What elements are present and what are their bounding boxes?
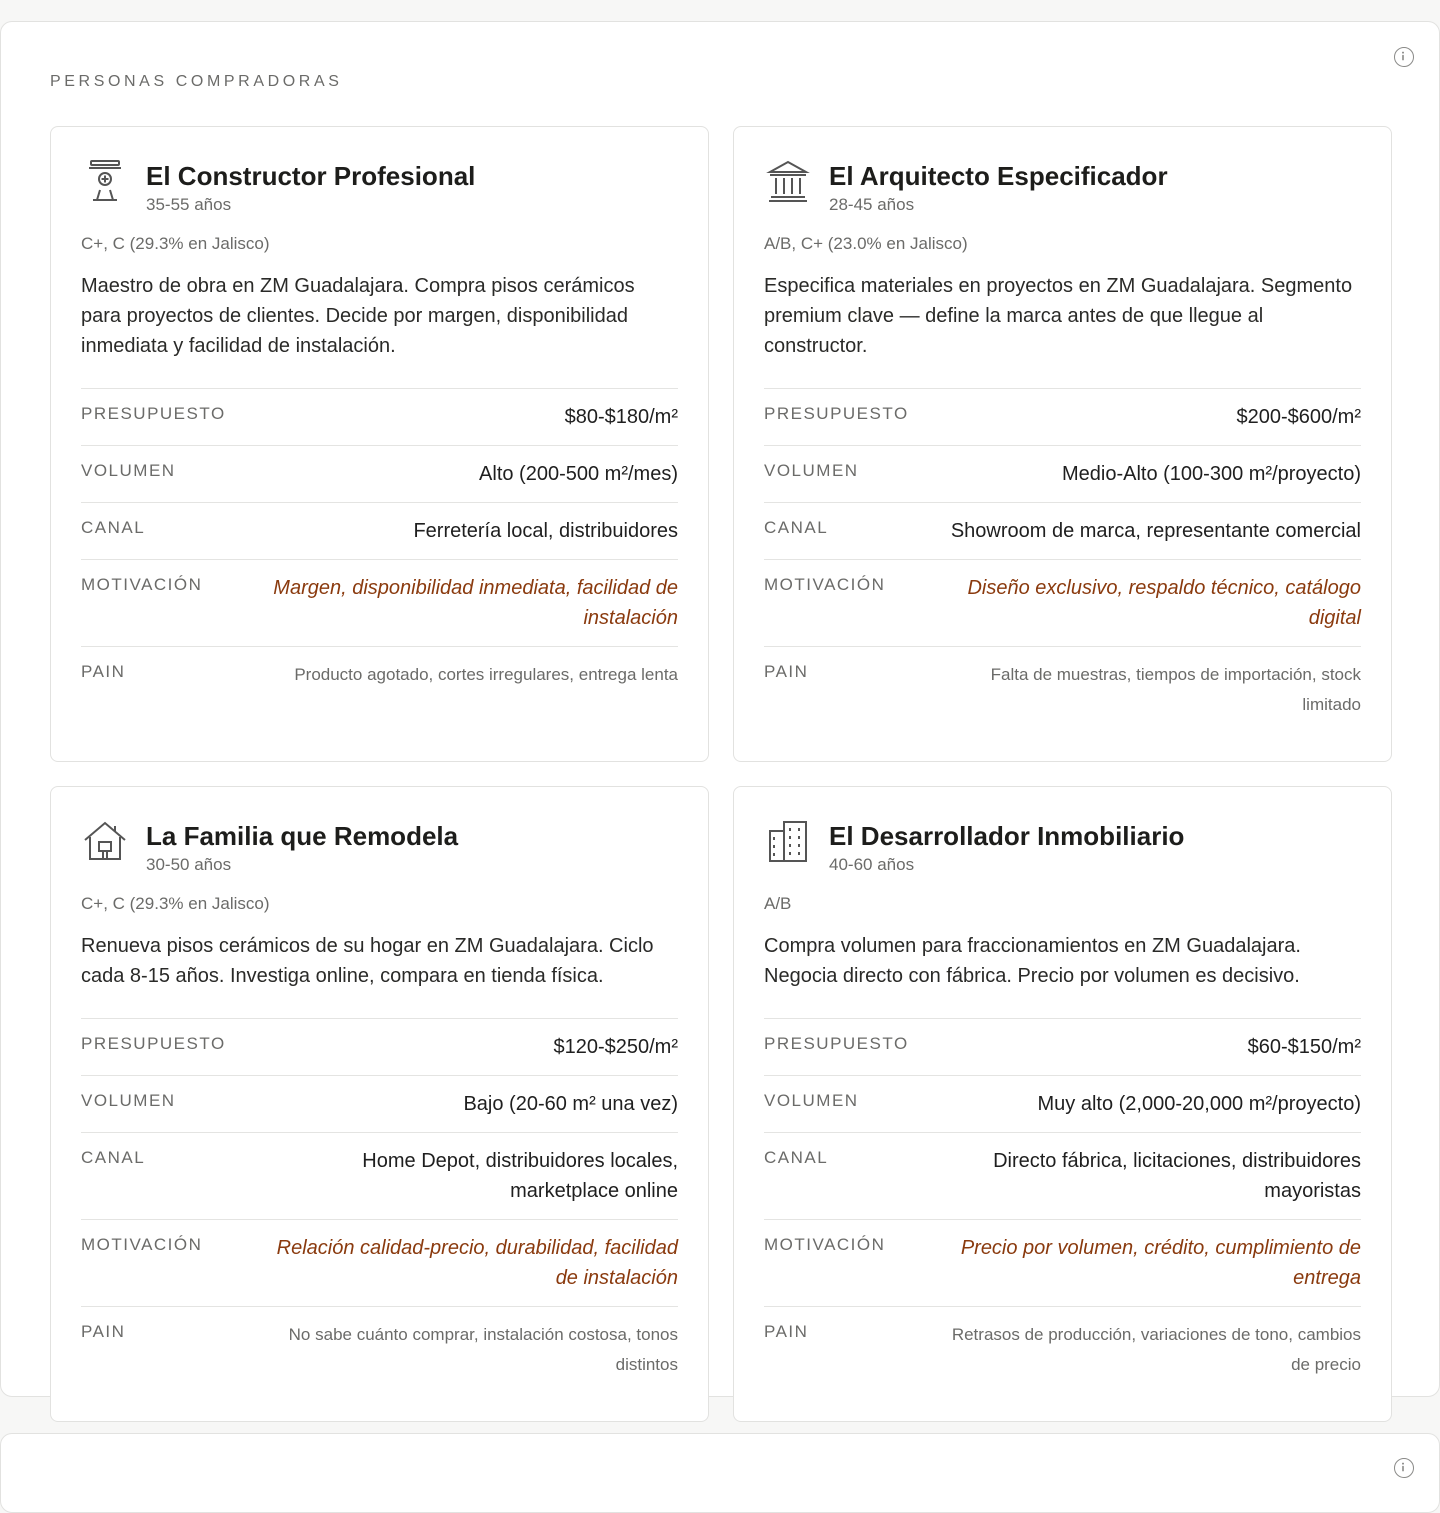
persona-description: Compra volumen para fraccionamientos en ZM Guadalajara. Negocia directo con fábrica. Precio por volumen es decisivo. [764, 935, 1301, 987]
persona-card-arquitecto [733, 126, 1392, 762]
row-volumen [81, 1075, 678, 1132]
row-value: Falta de muestras, tiempos de importación, stock limitado [990, 665, 1361, 714]
row-canal [81, 502, 678, 559]
row-volumen [764, 445, 1361, 502]
row-label: MOTIVACIÓN [764, 1235, 886, 1254]
row-volumen [81, 445, 678, 502]
row-label: MOTIVACIÓN [81, 575, 203, 594]
persona-age: 30-50 años [146, 855, 232, 874]
row-label: VOLUMEN [81, 461, 176, 480]
row-value: Showroom de marca, representante comercial [950, 520, 1361, 542]
row-presupuesto [81, 1018, 678, 1075]
row-value: $60-$150/m² [1247, 1036, 1361, 1058]
row-label: MOTIVACIÓN [764, 575, 886, 594]
row-value: Bajo (20-60 m² una vez) [463, 1093, 678, 1115]
row-value: Retrasos de producción, variaciones de tono, cambios de precio [951, 1325, 1361, 1374]
persona-age: 28-45 años [829, 195, 915, 214]
row-value: Margen, disponibilidad inmediata, facilidad de instalación [273, 577, 678, 629]
row-pain [81, 646, 678, 703]
row-label: MOTIVACIÓN [81, 1235, 203, 1254]
row-label: PAIN [764, 1322, 809, 1341]
persona-age: 40-60 años [829, 855, 915, 874]
row-value: Diseño exclusivo, respaldo técnico, catálogo digital [967, 577, 1361, 629]
house-icon [81, 817, 129, 865]
row-volumen [764, 1075, 1361, 1132]
persona-card-familia [50, 786, 709, 1422]
persona-description: Especifica materiales en proyectos en ZM Guadalajara. Segmento premium clave — define la marca antes de que llegue al constructor. [764, 275, 1353, 357]
persona-age: 35-55 años [146, 195, 232, 214]
constructor-icon [81, 157, 129, 205]
row-pain [764, 1306, 1361, 1393]
row-value: Home Depot, distribuidores locales, marketplace online [362, 1150, 678, 1202]
info-icon[interactable] [1394, 1458, 1414, 1478]
row-value: Alto (200-500 m²/mes) [479, 463, 678, 485]
row-label: PAIN [81, 662, 126, 681]
row-label: CANAL [764, 518, 829, 537]
row-value: Ferretería local, distribuidores [413, 520, 678, 542]
persona-name: El Desarrollador Inmobiliario [829, 821, 1185, 851]
row-label: PAIN [81, 1322, 126, 1341]
office-building-icon [764, 817, 812, 865]
row-label: PRESUPUESTO [81, 1034, 226, 1053]
row-label: PRESUPUESTO [764, 1034, 909, 1053]
persona-description: Renueva pisos cerámicos de su hogar en ZM Guadalajara. Ciclo cada 8-15 años. Investiga online, compara en tienda física. [81, 935, 654, 987]
persona-nse: A/B, C+ (23.0% en Jalisco) [764, 234, 968, 253]
row-value: $80-$180/m² [564, 406, 678, 428]
row-presupuesto [764, 388, 1361, 445]
persona-nse: A/B [764, 894, 792, 913]
row-label: PAIN [764, 662, 809, 681]
persona-card-desarrollador [733, 786, 1392, 1422]
row-motivacion [81, 559, 678, 646]
persona-grid [50, 126, 1392, 1422]
row-pain [81, 1306, 678, 1393]
row-motivacion [764, 1219, 1361, 1306]
row-canal [764, 502, 1361, 559]
row-value: Muy alto (2,000-20,000 m²/proyecto) [1037, 1093, 1361, 1115]
row-presupuesto [81, 388, 678, 445]
row-pain [764, 646, 1361, 733]
row-value: No sabe cuánto comprar, instalación costosa, tonos distintos [288, 1325, 678, 1374]
row-motivacion [764, 559, 1361, 646]
persona-nse: C+, C (29.3% en Jalisco) [81, 234, 270, 253]
row-presupuesto [764, 1018, 1361, 1075]
persona-name: El Constructor Profesional [146, 161, 476, 191]
row-value: Relación calidad-precio, durabilidad, facilidad de instalación [276, 1237, 678, 1289]
persona-name: La Familia que Remodela [146, 821, 459, 851]
row-value: Medio-Alto (100-300 m²/proyecto) [1061, 463, 1361, 485]
row-label: CANAL [764, 1148, 829, 1167]
row-value: $120-$250/m² [553, 1036, 678, 1058]
next-panel [0, 1433, 1440, 1513]
persona-nse: C+, C (29.3% en Jalisco) [81, 894, 270, 913]
info-icon[interactable] [1394, 47, 1414, 67]
row-label: CANAL [81, 518, 146, 537]
row-motivacion [81, 1219, 678, 1306]
row-label: VOLUMEN [81, 1091, 176, 1110]
row-label: VOLUMEN [764, 461, 859, 480]
buyer-personas-panel [0, 21, 1440, 1397]
row-label: PRESUPUESTO [764, 404, 909, 423]
section-title: PERSONAS COMPRADORAS [50, 73, 343, 90]
bank-building-icon [764, 157, 812, 205]
persona-card-constructor [50, 126, 709, 762]
row-value: Directo fábrica, licitaciones, distribuidores mayoristas [993, 1150, 1361, 1202]
persona-name: El Arquitecto Especificador [829, 161, 1168, 191]
row-canal [764, 1132, 1361, 1219]
row-value: Precio por volumen, crédito, cumplimiento de entrega [960, 1237, 1361, 1289]
persona-description: Maestro de obra en ZM Guadalajara. Compra pisos cerámicos para proyectos de clientes. Decide por margen, disponibilidad inmediata y facilidad de instalación. [81, 275, 635, 357]
row-canal [81, 1132, 678, 1219]
row-label: PRESUPUESTO [81, 404, 226, 423]
row-value: Producto agotado, cortes irregulares, entrega lenta [294, 665, 678, 684]
row-value: $200-$600/m² [1236, 406, 1361, 428]
row-label: VOLUMEN [764, 1091, 859, 1110]
row-label: CANAL [81, 1148, 146, 1167]
